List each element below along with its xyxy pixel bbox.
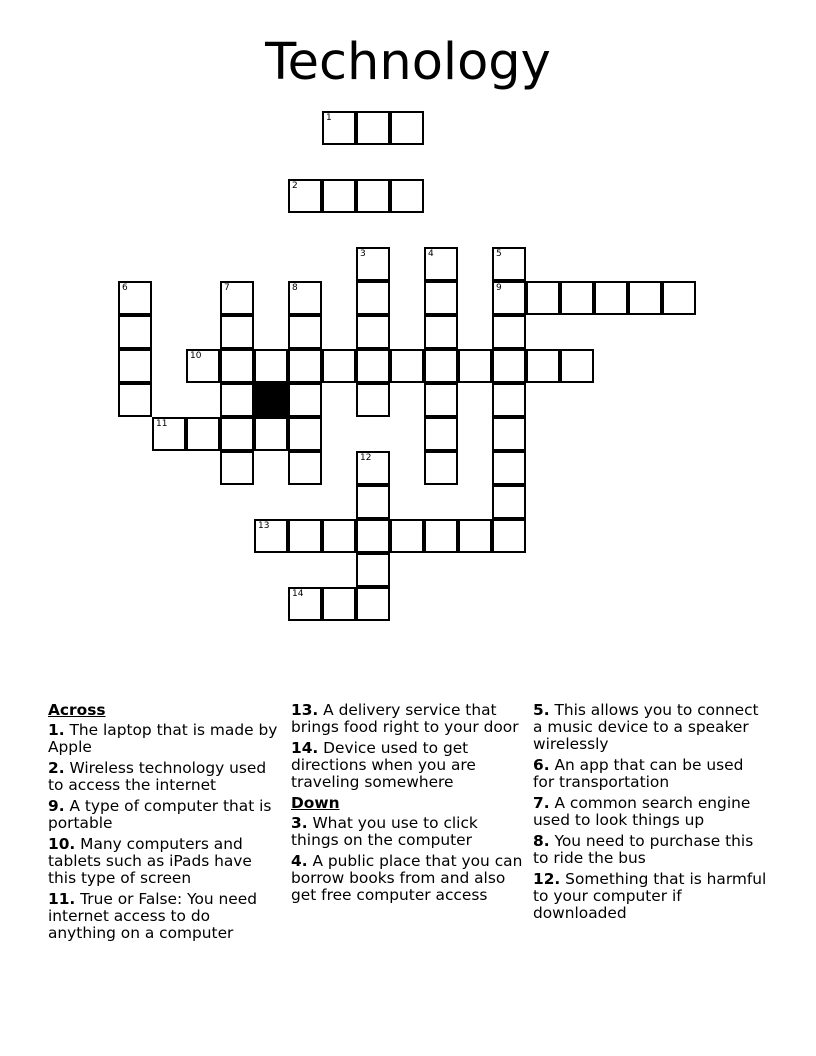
grid-cell[interactable] — [424, 383, 458, 417]
cell-number: 3 — [360, 249, 366, 259]
clue-column-3 — [533, 702, 769, 926]
grid-cell[interactable] — [356, 315, 390, 349]
grid-cell[interactable] — [356, 179, 390, 213]
clue-column-2 — [291, 702, 523, 908]
grid-cell[interactable] — [560, 349, 594, 383]
grid-cell[interactable] — [254, 417, 288, 451]
cell-number: 10 — [190, 351, 202, 361]
grid-cell[interactable] — [186, 417, 220, 451]
clue-column-1 — [48, 702, 280, 946]
grid-cell[interactable] — [492, 247, 526, 281]
grid-cell[interactable] — [254, 519, 288, 553]
grid-cell[interactable] — [322, 111, 356, 145]
grid-cell[interactable] — [288, 281, 322, 315]
grid-cell[interactable] — [356, 587, 390, 621]
cell-number: 7 — [224, 283, 230, 293]
grid-cell[interactable] — [356, 281, 390, 315]
grid-cell[interactable] — [220, 315, 254, 349]
grid-cell[interactable] — [220, 417, 254, 451]
grid-cell[interactable] — [356, 519, 390, 553]
grid-cell[interactable] — [424, 315, 458, 349]
cell-number: 1 — [326, 113, 332, 123]
grid-cell[interactable] — [356, 451, 390, 485]
grid-cell[interactable] — [288, 587, 322, 621]
grid-cell[interactable] — [424, 247, 458, 281]
clue-down-5: 5. This allows you to connect a music device to a speaker wirelessly — [533, 701, 759, 753]
grid-cell[interactable] — [118, 383, 152, 417]
clue-across-13: 13. A delivery service that brings food right to your door — [291, 701, 519, 736]
grid-cell[interactable] — [424, 349, 458, 383]
clue-down-8: 8. You need to purchase this to ride the bus — [533, 832, 754, 867]
clue-across-10: 10. Many computers and tablets such as iPads have this type of screen — [48, 835, 252, 887]
grid-cell[interactable] — [390, 349, 424, 383]
grid-cell[interactable] — [390, 519, 424, 553]
cell-number: 9 — [496, 283, 502, 293]
grid-cell[interactable] — [356, 383, 390, 417]
grid-cell[interactable] — [220, 451, 254, 485]
cell-number: 14 — [292, 589, 304, 599]
grid-cell[interactable] — [356, 485, 390, 519]
grid-cell[interactable] — [288, 349, 322, 383]
grid-cell[interactable] — [220, 281, 254, 315]
grid-cell[interactable] — [288, 519, 322, 553]
clue-across-9: 9. A type of computer that is portable — [48, 797, 272, 832]
grid-cell[interactable] — [628, 281, 662, 315]
cell-number: 11 — [156, 419, 168, 429]
grid-cell[interactable] — [492, 485, 526, 519]
grid-cell[interactable] — [560, 281, 594, 315]
grid-cell[interactable] — [492, 315, 526, 349]
grid-cell[interactable] — [424, 281, 458, 315]
grid-cell[interactable] — [594, 281, 628, 315]
grid-cell[interactable] — [492, 383, 526, 417]
grid-cell[interactable] — [322, 519, 356, 553]
grid-cell[interactable] — [356, 349, 390, 383]
clue-down-6: 6. An app that can be used for transportation — [533, 756, 744, 791]
clue-across-11: 11. True or False: You need internet access to do anything on a computer — [48, 890, 257, 942]
grid-cell[interactable] — [662, 281, 696, 315]
grid-cell[interactable] — [118, 349, 152, 383]
clue-down-4: 4. A public place that you can borrow books from and also get free computer access — [291, 852, 523, 904]
grid-cell[interactable] — [390, 179, 424, 213]
clue-down-7: 7. A common search engine used to look things up — [533, 794, 751, 829]
grid-cell[interactable] — [492, 349, 526, 383]
grid-cell[interactable] — [492, 519, 526, 553]
cell-number: 8 — [292, 283, 298, 293]
cell-number: 12 — [360, 453, 372, 463]
cell-number: 2 — [292, 181, 298, 191]
grid-cell[interactable] — [118, 281, 152, 315]
clue-across-14: 14. Device used to get directions when you are traveling somewhere — [291, 739, 476, 791]
grid-cell[interactable] — [526, 349, 560, 383]
grid-cell[interactable] — [356, 247, 390, 281]
grid-cell[interactable] — [254, 349, 288, 383]
grid-cell[interactable] — [288, 179, 322, 213]
cell-number: 5 — [496, 249, 502, 259]
grid-cell[interactable] — [288, 451, 322, 485]
clue-across-1: 1. The laptop that is made by Apple — [48, 721, 278, 756]
grid-cell[interactable] — [220, 383, 254, 417]
grid-cell[interactable] — [152, 417, 186, 451]
grid-cell[interactable] — [322, 179, 356, 213]
grid-cell[interactable] — [492, 417, 526, 451]
cell-number: 6 — [122, 283, 128, 293]
grid-cell[interactable] — [220, 349, 254, 383]
grid-cell[interactable] — [288, 315, 322, 349]
grid-cell[interactable] — [424, 417, 458, 451]
grid-cell[interactable] — [322, 349, 356, 383]
down-heading: Down — [291, 794, 340, 812]
grid-cell[interactable] — [492, 281, 526, 315]
cell-number: 4 — [428, 249, 434, 259]
grid-cell[interactable] — [458, 349, 492, 383]
across-heading: Across — [48, 701, 106, 719]
grid-cell[interactable] — [492, 451, 526, 485]
puzzle-title: Technology — [265, 33, 551, 92]
grid-cell[interactable] — [390, 111, 424, 145]
grid-cell[interactable] — [322, 587, 356, 621]
clue-across-2: 2. Wireless technology used to access the internet — [48, 759, 267, 794]
clue-down-12: 12. Something that is harmful to your computer if downloaded — [533, 870, 767, 922]
grid-cell[interactable] — [458, 519, 492, 553]
grid-cell[interactable] — [288, 417, 322, 451]
grid-cell[interactable] — [288, 383, 322, 417]
black-cell — [254, 383, 288, 417]
grid-cell[interactable] — [424, 451, 458, 485]
grid-cell[interactable] — [356, 111, 390, 145]
grid-cell[interactable] — [186, 349, 220, 383]
grid-cell[interactable] — [526, 281, 560, 315]
clue-down-3: 3. What you use to click things on the computer — [291, 814, 478, 849]
grid-cell[interactable] — [424, 519, 458, 553]
grid-cell[interactable] — [356, 553, 390, 587]
cell-number: 13 — [258, 521, 270, 531]
grid-cell[interactable] — [118, 315, 152, 349]
